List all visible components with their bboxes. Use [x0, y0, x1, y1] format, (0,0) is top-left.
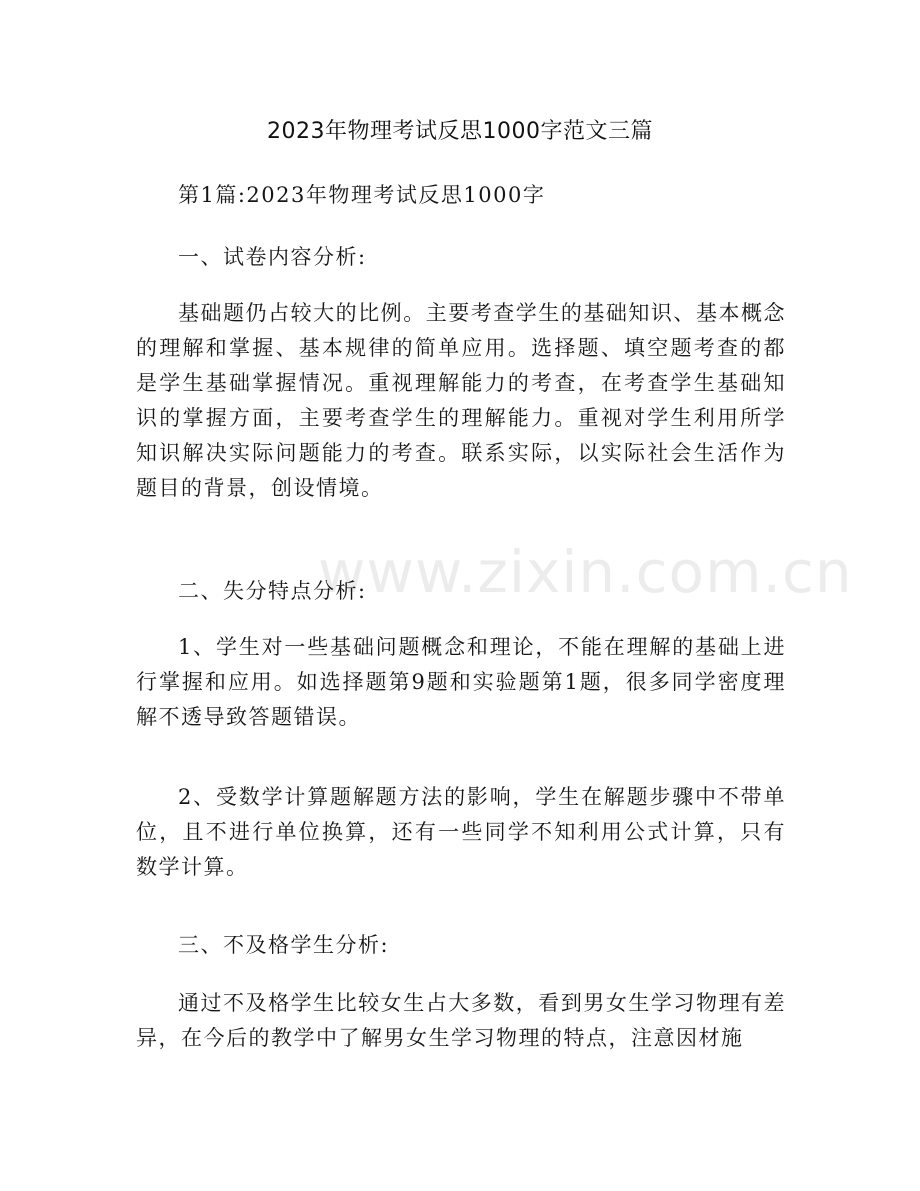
watermark: www.zixin.com.cn [318, 538, 853, 606]
paragraph-content-analysis: 基础题仍占较大的比例。主要考查学生的基础知识、基本概念的理解和掌握、基本规律的简单应用。选择题、填空题考查的都是学生基础掌握情况。重视理解能力的考查，在考查学生基础知识的掌握方面，主要考查学生的理解能力。重视对学生利用所学知识解决实际问题能力的考查。联系实际，以实际社会生活作为题目的背景，创设情境。 [136, 301, 786, 500]
section-heading-failing-students: 三、不及格学生分析: [178, 933, 390, 957]
paragraph-lost-points-1: 1、学生对一些基础问题概念和理论，不能在理解的基础上进行掌握和应用。如选择题第9题和实验题第1题，很多同学密度理解不透导致答题错误。 [136, 635, 786, 729]
article-heading: 第1篇:2023年物理考试反思1000字 [178, 183, 546, 207]
paragraph-failing-students: 通过不及格学生比较女生占大多数，看到男女生学习物理有差异，在今后的教学中了解男女生学习物理的特点，注意因材施 [136, 991, 786, 1050]
document-title: 2023年物理考试反思1000字范文三篇 [267, 119, 653, 144]
paragraph-lost-points-2: 2、受数学计算题解题方法的影响，学生在解题步骤中不带单位，且不进行单位换算，还有一些同学不知利用公式计算，只有数学计算。 [136, 785, 786, 879]
section-heading-content-analysis: 一、试卷内容分析: [178, 245, 367, 269]
section-heading-lost-points: 二、失分特点分析: [178, 579, 367, 603]
